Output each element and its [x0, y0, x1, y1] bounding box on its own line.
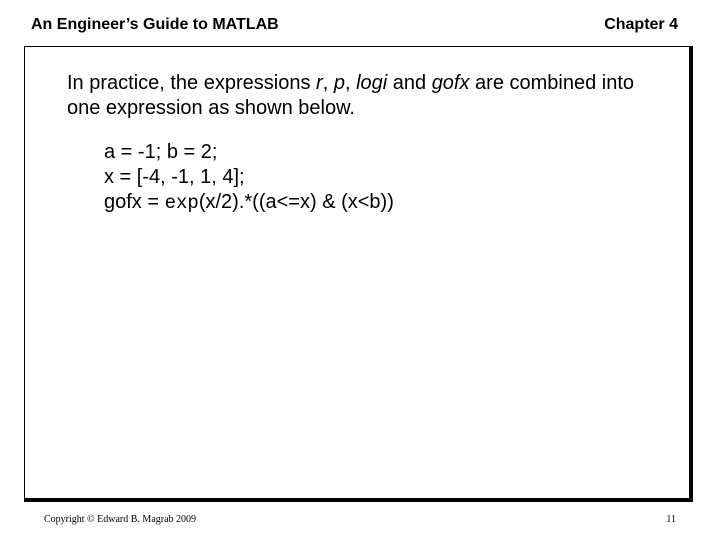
var-p: p	[333, 72, 345, 94]
book-title: An Engineer’s Guide to MATLAB	[31, 16, 279, 33]
code-line-3-suffix: (x/2).*((a<=x) & (x<b))	[198, 191, 394, 213]
chapter-label: Chapter 4	[604, 16, 678, 33]
intro-text-start: In practice, the expressions	[67, 72, 317, 94]
code-block	[104, 140, 394, 216]
copyright-notice: Copyright © Edward B. Magrab 2009	[44, 514, 197, 525]
var-r: r	[316, 72, 323, 94]
var-gofx: gofx	[431, 72, 470, 94]
exp-function: exp	[164, 192, 199, 214]
intro-paragraph	[67, 71, 667, 121]
page-number: 11	[666, 514, 676, 525]
code-line-2: x = [-4, -1, 1, 4];	[104, 166, 245, 188]
code-line-3-prefix: gofx =	[104, 191, 165, 213]
intro-text-end: are combined into one expression as shown below.	[67, 72, 635, 119]
intro-sep-1: ,	[322, 72, 334, 94]
code-line-1: a = -1; b = 2;	[104, 141, 218, 163]
intro-sep-2: ,	[344, 72, 357, 94]
code-line-3	[104, 190, 394, 216]
var-logi: logi	[356, 72, 388, 94]
intro-sep-3: and	[387, 72, 432, 94]
